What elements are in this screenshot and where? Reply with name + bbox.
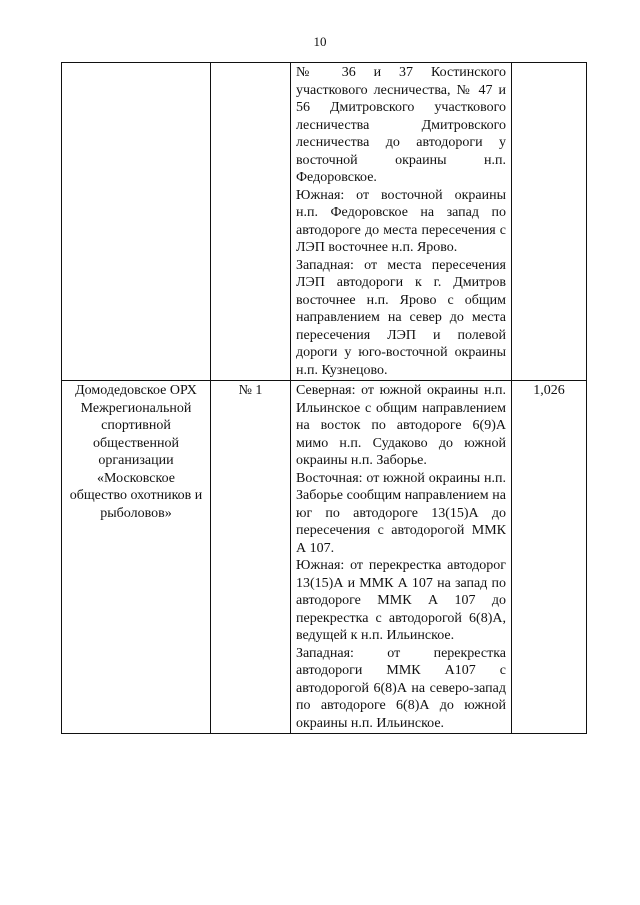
- boundary-paragraph: № 36 и 37 Костинского участкового лесничества, № 47 и 56 Дмитровского участкового лесничества Дмитровского лесничества до автодороги у восточной окраины н.п. Федоровское.: [296, 65, 506, 185]
- table-row: [62, 381, 587, 734]
- table-row: [62, 63, 587, 381]
- territory-table: [61, 62, 587, 734]
- organization-cell: Домодедовское ОРХ Межрегиональной спортивной общественной организации «Московское общество охотников и рыболовов»: [62, 381, 211, 734]
- organization-cell: [62, 63, 211, 381]
- number-cell: № 1: [211, 381, 291, 734]
- boundary-paragraph: Западная: от перекрестка автодороги ММК А107 с автодорогой 6(8)А на северо-запад по автодороге 6(8)А до южной окраины н.п. Ильинское.: [296, 645, 506, 731]
- area-cell: 1,026: [512, 381, 587, 734]
- number-cell: [211, 63, 291, 381]
- boundary-paragraph: Западная: от места пересечения ЛЭП автодороги к г. Дмитров восточнее н.п. Ярово с общим направлением на север до места пересечения ЛЭП и полевой дороги у юго-восточной окраины н.п. Кузнецово.: [296, 257, 506, 378]
- area-cell: [512, 63, 587, 381]
- boundaries-cell: [291, 63, 512, 381]
- page-number: 10: [313, 34, 327, 49]
- boundaries-cell: [291, 381, 512, 734]
- boundary-paragraph: Южная: от восточной окраины н.п. Федоровское на запад по автодороге до места пересечения с ЛЭП восточнее н.п. Ярово.: [296, 187, 506, 255]
- boundary-paragraph: Северная: от южной окраины н.п. Ильинское с общим направлением на восток по автодороге 6(9)А мимо н.п. Судаково до южной окраины н.п. Заборье.: [296, 383, 506, 468]
- boundary-paragraph: Восточная: от южной окраины н.п. Заборье сообщим направлением на юг по автодороге 13(15)А до пересечения с автодорогой ММК А 107.: [296, 470, 506, 556]
- boundary-paragraph: Южная: от перекрестка автодорог 13(15)А и ММК А 107 на запад по автодороге ММК А 107 до перекрестка с автодорогой 6(8)А, ведущей к н.п. Ильинское.: [296, 558, 506, 643]
